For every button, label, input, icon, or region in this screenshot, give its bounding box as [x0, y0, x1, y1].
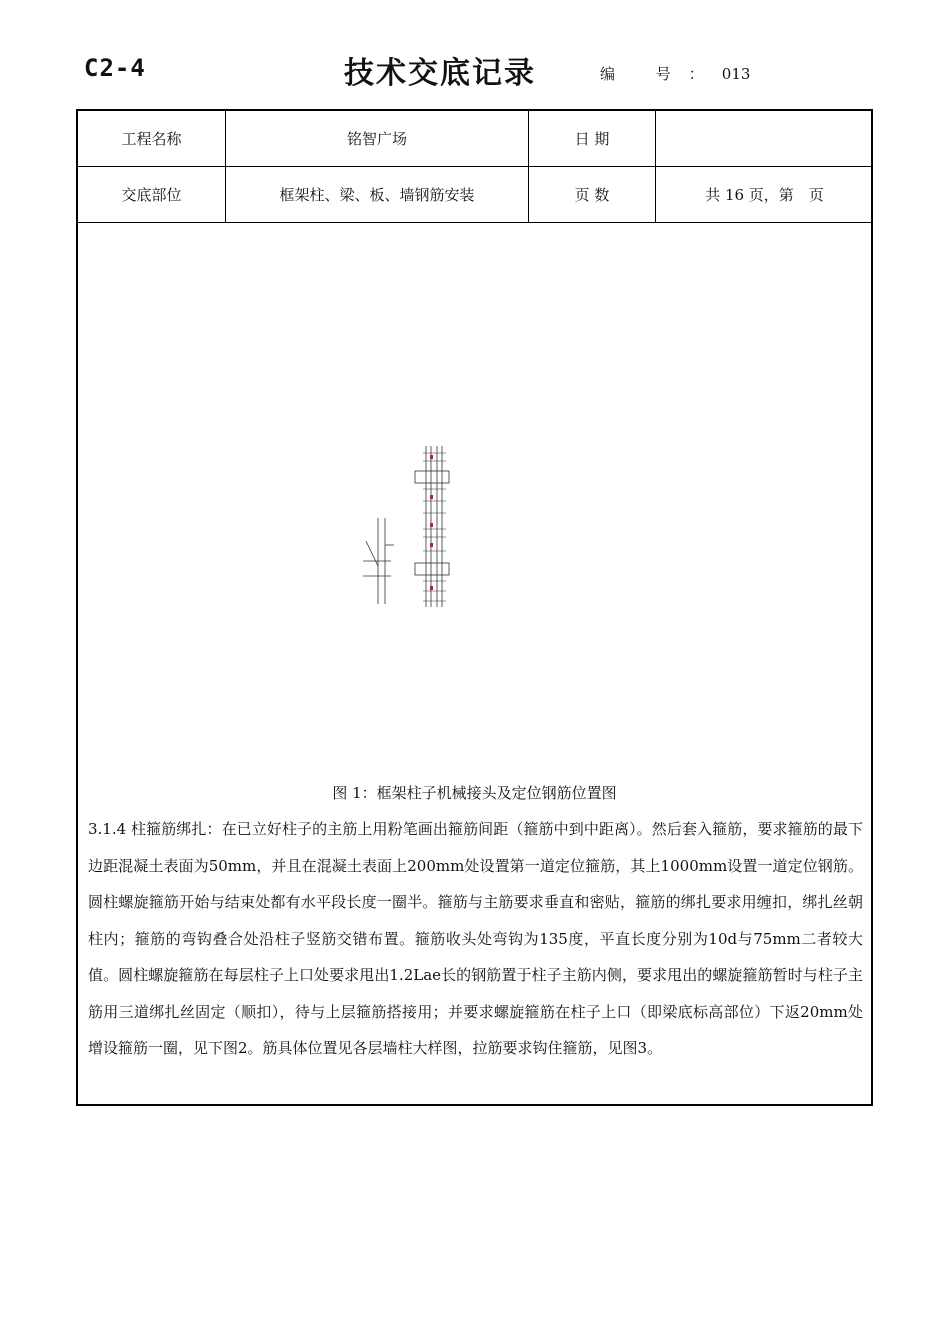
serial-label: 编 号： [600, 65, 722, 83]
table-row [78, 167, 871, 223]
column-rebar-drawing [358, 441, 498, 611]
pages-label: 页 数 [529, 167, 656, 222]
form-code: C2-4 [84, 54, 146, 82]
document-title: 技术交底记录 [344, 56, 536, 91]
pages-value: 共 16 页，第 页 [705, 186, 824, 204]
location-label: 交底部位 [78, 167, 226, 222]
record-form [76, 109, 873, 1106]
date-value [656, 111, 873, 166]
table-row [78, 111, 871, 167]
project-name-value: 铭智广场 [226, 111, 529, 166]
location-value: 框架柱、梁、板、墙钢筋安装 [226, 167, 529, 222]
body-paragraph: 3.1.4 柱箍筋绑扎：在已立好柱子的主筋上用粉笔画出箍筋间距（箍筋中到中距离）。然后套入箍筋，要求箍筋的最下边距混凝土表面为50mm，并且在混凝土表面上200mm处设置第一道定位箍筋，其上1000mm设置一道定位钢筋。圆柱螺旋箍筋开始与结束处都有水平段长度一圈半。箍筋与主筋要求垂直和密贴，箍筋的绑扎要求用缠扣，绑扎丝朝柱内；箍筋的弯钩叠合处沿柱子竖筋交错布置。箍筋收头处弯钩为135度，平直长度分别为10d与75mm二者较大值。圆柱螺旋箍筋在每层柱子上口处要求甩出1.2Lae长的钢筋置于柱子主筋内侧，要求甩出的螺旋箍筋暂时与柱子主筋用三道绑扎丝固定（顺扣），待与上层箍筋搭接用；并要求螺旋箍筋在柱子上口（即梁底标高部位）下返20mm处增设箍筋一圈，见下图2。筋具体位置见各层墙柱大样图，拉筋要求钩住箍筋，见图3。 [88, 820, 863, 1057]
serial-number [600, 63, 750, 84]
project-name-label: 工程名称 [78, 111, 226, 166]
date-label: 日 期 [529, 111, 656, 166]
serial-value: 013 [721, 65, 751, 83]
figure-caption: 图 1：框架柱子机械接头及定位钢筋位置图 [332, 784, 617, 802]
